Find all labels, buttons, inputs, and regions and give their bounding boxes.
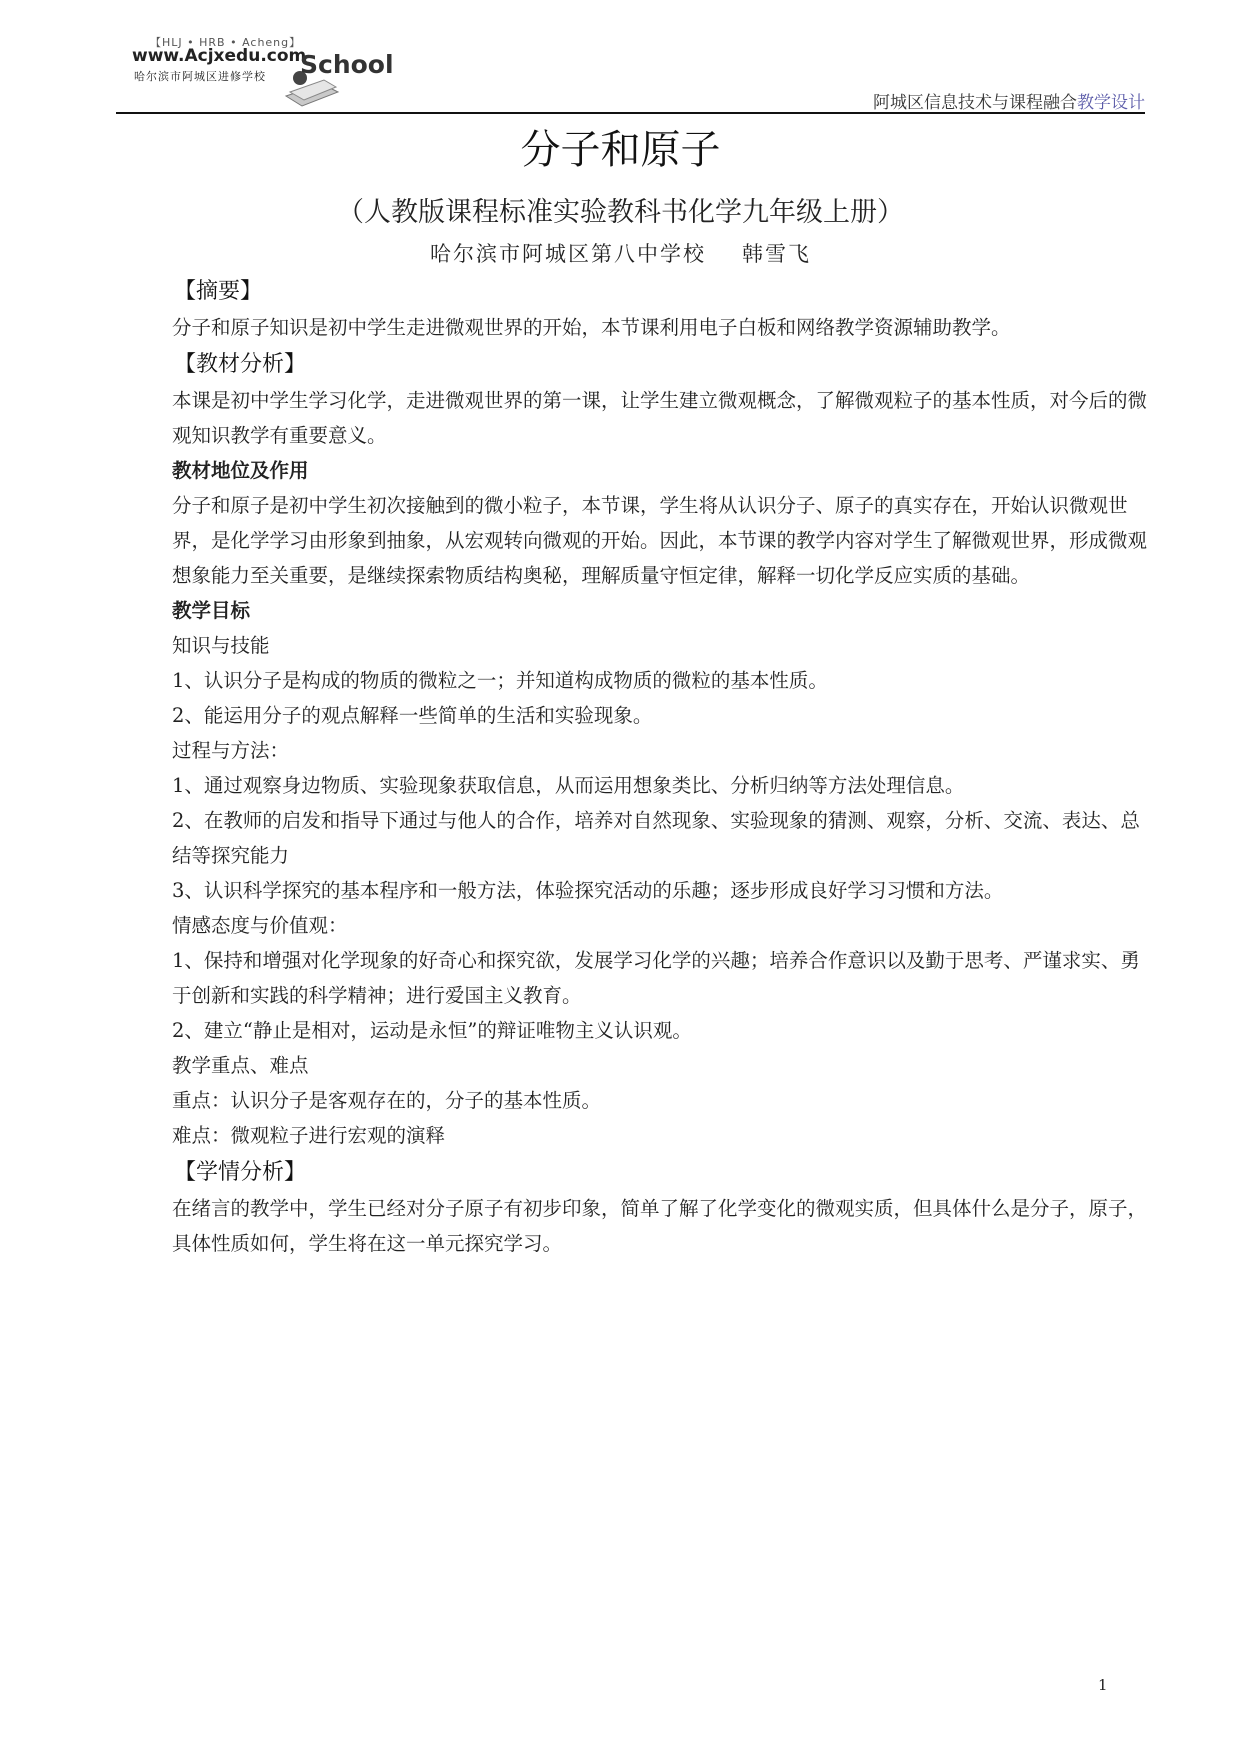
page-number: 1 — [1098, 1676, 1108, 1694]
emotion-heading: 情感态度与价值观： — [172, 914, 348, 937]
process-item-3: 3、认识科学探究的基本程序和一般方法，体验探究活动的乐趣；逐步形成良好学习习惯和方法。 — [172, 879, 1004, 902]
document-body — [172, 272, 1148, 1261]
material-position-text: 分子和原子是初中学生初次接触到的微小粒子，本节课，学生将从认识分子、原子的真实存在，开始认识微观世界，是化学学习由形象到抽象，从宏观转向微观的开始。因此，本节课的教学内容对学生了解微观世界，形成微观想象能力至关重要，是继续探索物质结构奥秘，理解质量守恒定律，解释一切化学反应实质的基础。 — [172, 494, 1148, 587]
students-text: 在绪言的教学中，学生已经对分子原子有初步印象，简单了解了化学变化的微观实质，但具体什么是分子，原子，具体性质如何，学生将在这一单元探究学习。 — [172, 1197, 1148, 1255]
school-logo — [132, 34, 412, 110]
key-point: 重点：认识分子是客观存在的，分子的基本性质。 — [172, 1089, 602, 1112]
header-rule — [116, 112, 1145, 114]
emotion-item-1: 1、保持和增强对化学现象的好奇心和探究欲，发展学习化学的兴趣；培养合作意识以及勤于思考、严谨求实、勇于创新和实践的科学精神；进行爱国主义教育。 — [172, 949, 1140, 1007]
header-caption — [873, 88, 1145, 113]
logo-subtitle: 哈尔滨市阿城区进修学校 — [134, 70, 266, 83]
material-position-heading: 教材地位及作用 — [172, 459, 309, 482]
material-heading: 【教材分析】 — [174, 352, 307, 377]
process-item-1: 1、通过观察身边物质、实验现象获取信息，从而运用想象类比、分析归纳等方法处理信息。 — [172, 774, 965, 797]
material-text: 本课是初中学生学习化学，走进微观世界的第一课，让学生建立微观概念，了解微观粒子的基本性质，对今后的微观知识教学有重要意义。 — [172, 389, 1148, 447]
students-heading: 【学情分析】 — [174, 1160, 307, 1185]
difficult-point: 难点：微观粒子进行宏观的演释 — [172, 1124, 446, 1147]
author-school: 哈尔滨市阿城区第八中学校 — [430, 242, 706, 266]
page-title: 分子和原子 — [520, 127, 721, 173]
logo-school-word: School — [300, 50, 394, 79]
logo-tagline: 【HLJ • HRB • Acheng】 — [150, 36, 302, 49]
abstract-text: 分子和原子知识是初中学生走进微观世界的开始，本节课利用电子白板和网络教学资源辅助教学。 — [172, 316, 1011, 339]
process-heading: 过程与方法： — [172, 739, 290, 762]
goals-heading: 教学目标 — [172, 599, 251, 622]
emotion-item-2: 2、建立“静止是相对，运动是永恒”的辩证唯物主义认识观。 — [172, 1019, 692, 1042]
knowledge-heading: 知识与技能 — [172, 634, 270, 657]
logo-url: www.Acjxedu.com — [132, 46, 307, 66]
knowledge-item-2: 2、能运用分子的观点解释一些简单的生活和实验现象。 — [172, 704, 653, 727]
abstract-heading: 【摘要】 — [174, 279, 263, 304]
key-points-heading: 教学重点、难点 — [172, 1054, 309, 1077]
header-caption-accent: 教学设计 — [1077, 93, 1145, 113]
header-caption-text: 阿城区信息技术与课程融合 — [873, 93, 1077, 113]
knowledge-item-1: 1、认识分子是构成的物质的微粒之一；并知道构成物质的微粒的基本性质。 — [172, 669, 828, 692]
page-subtitle: （人教版课程标准实验教科书化学九年级上册） — [337, 197, 904, 228]
author-line — [0, 238, 1241, 268]
process-item-2: 2、在教师的启发和指导下通过与他人的合作，培养对自然现象、实验现象的猜测、观察，分析、交流、表达、总结等探究能力 — [172, 809, 1140, 867]
author-name: 韩雪飞 — [742, 242, 811, 266]
